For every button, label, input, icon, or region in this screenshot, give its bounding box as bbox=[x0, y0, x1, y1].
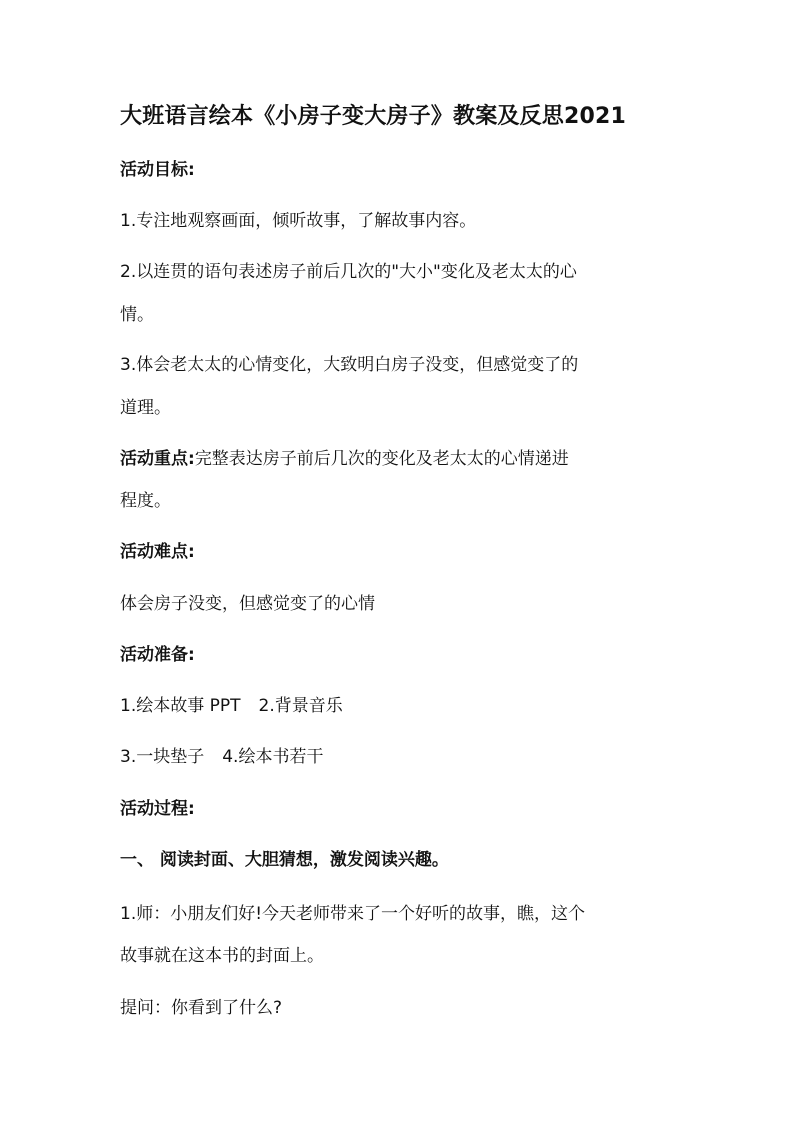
document-title: 大班语言绘本《小房子变大房子》教案及反思2021 bbox=[120, 104, 627, 129]
goal-3-line2: 道理。 bbox=[120, 398, 171, 418]
prep-item-4: 4.绘本书若干 bbox=[222, 747, 324, 767]
step-1-heading: 一、 阅读封面、大胆猜想，激发阅读兴趣。 bbox=[120, 850, 449, 870]
difficulty-text: 体会房子没变，但感觉变了的心情 bbox=[120, 594, 375, 614]
step-1-text-line2: 故事就在这本书的封面上。 bbox=[120, 946, 324, 966]
key-point-label: 活动重点: bbox=[120, 449, 195, 469]
key-point-line1 bbox=[120, 446, 569, 472]
prep-heading: 活动准备: bbox=[120, 645, 195, 665]
prep-row-1 bbox=[120, 693, 343, 719]
goal-2-line2: 情。 bbox=[120, 305, 154, 325]
goal-3-line1: 3.体会老太太的心情变化，大致明白房子没变，但感觉变了的 bbox=[120, 355, 579, 375]
question-text: 提问：你看到了什么? bbox=[120, 998, 283, 1018]
prep-row-2 bbox=[120, 744, 323, 770]
goals-heading: 活动目标: bbox=[120, 160, 195, 180]
prep-item-1: 1.绘本故事 PPT bbox=[120, 696, 241, 716]
step-1-text-line1: 1.师：小朋友们好!今天老师带来了一个好听的故事，瞧，这个 bbox=[120, 904, 586, 924]
process-heading: 活动过程: bbox=[120, 799, 195, 819]
key-point-text-line2: 程度。 bbox=[120, 491, 171, 511]
goal-1: 1.专注地观察画面，倾听故事，了解故事内容。 bbox=[120, 211, 477, 231]
difficulty-heading: 活动难点: bbox=[120, 542, 195, 562]
key-point-text-line1: 完整表达房子前后几次的变化及老太太的心情递进 bbox=[194, 449, 569, 469]
goal-2-line1: 2.以连贯的语句表述房子前后几次的"大小"变化及老太太的心 bbox=[120, 262, 577, 282]
prep-item-3: 3.一块垫子 bbox=[120, 747, 205, 767]
prep-item-2: 2.背景音乐 bbox=[258, 696, 343, 716]
